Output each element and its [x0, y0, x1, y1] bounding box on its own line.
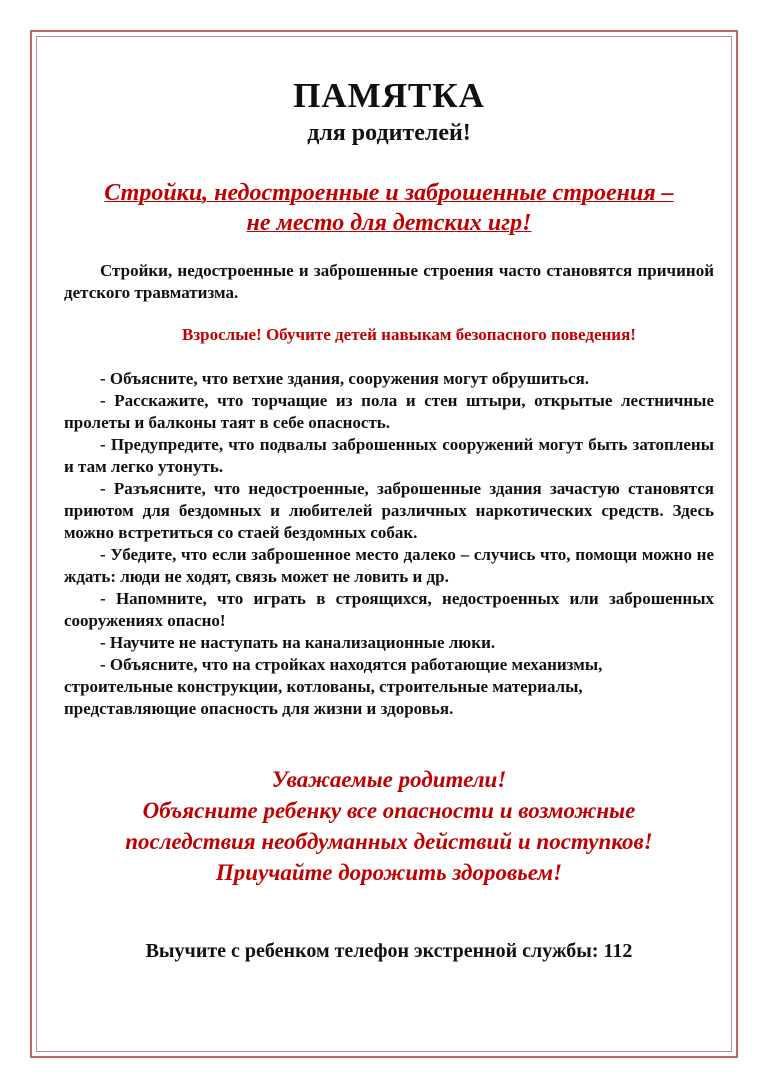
tip-item: - Объясните, что ветхие здания, сооружения могут обрушиться.: [100, 369, 590, 388]
tip-item: - Объясните, что на стройках находятся работающие механизмы, строительные конструкции, котлованы, строительные материалы, представляющие опасность для жизни и здоровья.: [64, 655, 603, 718]
page-subtitle: для родителей!: [307, 120, 471, 146]
warning-headline: [64, 178, 714, 238]
appeal-to-adults: Взрослые! Обучите детей навыкам безопасного поведения!: [182, 325, 636, 344]
closing-line-4: Приучайте дорожить здоровьем!: [215, 860, 563, 885]
tip-item: - Разъясните, что недостроенные, заброшенные здания зачастую становятся приютом для бездомных и любителей различных наркотических средств. Здесь можно встретиться со стаей бездомных собак.: [64, 479, 714, 542]
tips-list: [64, 368, 714, 720]
tip-item: - Научите не наступать на канализационные люки.: [100, 633, 496, 652]
tip-item: - Напомните, что играть в строящихся, недостроенных или заброшенных сооружениях опасно!: [64, 589, 714, 630]
intro-paragraph: Стройки, недостроенные и заброшенные строения часто становятся причиной детского травматизма.: [64, 261, 714, 302]
tip-item: - Расскажите, что торчащие из пола и стен штыри, открытые лестничные пролеты и балконы таят в себе опасность.: [64, 391, 714, 432]
closing-message: [64, 764, 714, 888]
tip-item: - Предупредите, что подвалы заброшенных сооружений могут быть затоплены и там легко утонуть.: [64, 435, 714, 476]
closing-line-3: последствия необдуманных действий и поступков!: [125, 829, 653, 854]
tip-item: - Убедите, что если заброшенное место далеко – случись что, помощи можно не ждать: люди не ходят, связь может не ловить и др.: [64, 545, 714, 586]
closing-line-2: Объясните ребенку все опасности и возможные: [142, 798, 636, 823]
warning-headline-line-1: Стройки, недостроенные и заброшенные строения –: [104, 180, 674, 206]
page-title: ПАМЯТКА: [293, 76, 485, 115]
emergency-hotline: Выучите с ребенком телефон экстренной службы: 112: [145, 940, 633, 962]
document-body: [64, 74, 714, 964]
closing-line-1: Уважаемые родители!: [271, 767, 507, 792]
warning-headline-line-2: не место для детских игр!: [246, 210, 532, 236]
